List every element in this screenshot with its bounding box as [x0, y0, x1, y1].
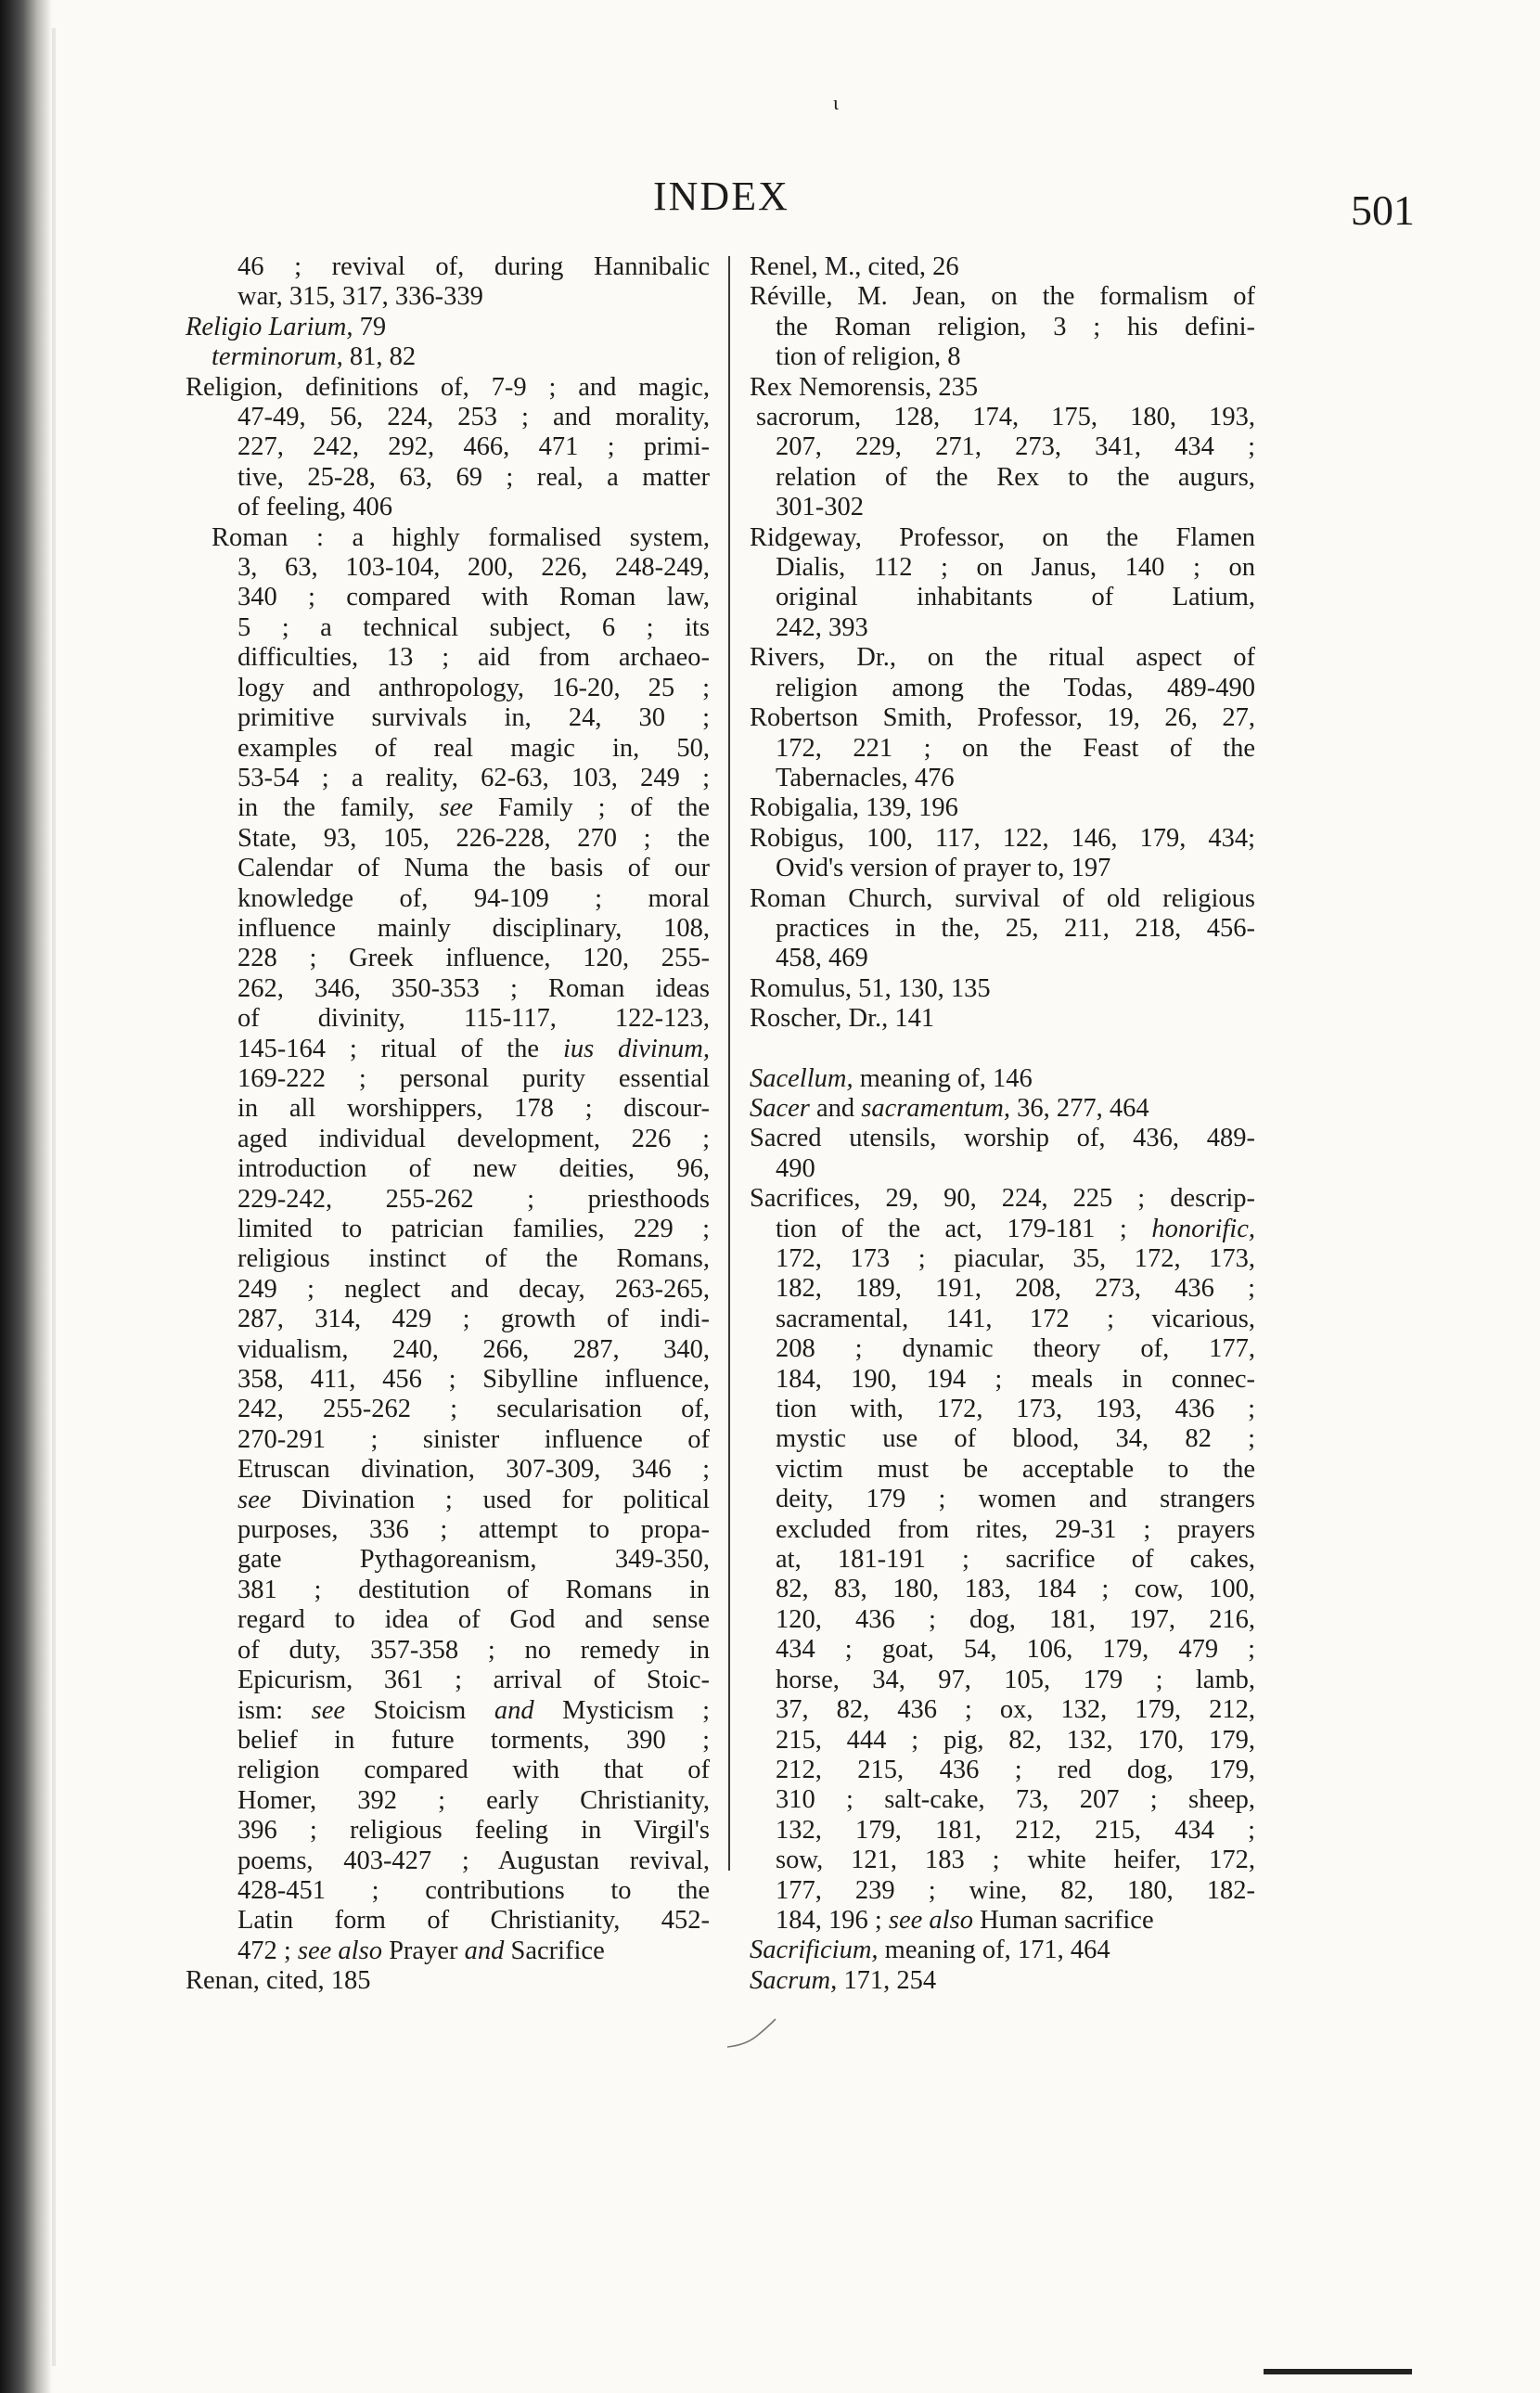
index-line [237, 764, 710, 793]
index-line [237, 793, 710, 823]
index-text: of duty, 357-358 ; no remedy in [237, 1635, 710, 1665]
index-line [237, 734, 710, 764]
index-text: 490 [776, 1153, 815, 1183]
index-text: tion of the act, 179-181 ; [776, 1214, 1152, 1243]
index-line [750, 1184, 1255, 1214]
index-text: and [809, 1093, 862, 1123]
index-text: 434 ; goat, 54, 106, 179, 479 ; [776, 1635, 1255, 1665]
running-head: INDEX [653, 174, 789, 219]
index-line [776, 432, 1255, 462]
index-text: Religion, definitions of, 7-9 ; and magic, [186, 372, 710, 402]
index-text: Ovid's version of prayer to, 197 [776, 854, 1111, 883]
index-line [776, 1305, 1255, 1334]
index-text: 212, 215, 436 ; red dog, 179, [776, 1755, 1255, 1784]
index-line [776, 1726, 1255, 1756]
index-text: limited to patrician families, 229 ; [237, 1215, 710, 1243]
index-line [237, 944, 710, 973]
index-line [237, 493, 710, 522]
index-text: see also [888, 1905, 973, 1935]
index-text: Roman Church, survival of old religious [750, 883, 1255, 913]
index-line [237, 1936, 710, 1966]
index-line [212, 523, 710, 553]
index-line [237, 403, 710, 432]
index-line [237, 613, 710, 643]
index-text: Religio Larium, [186, 312, 353, 341]
index-text: poems, 403-427 ; Augustan revival, [237, 1846, 710, 1875]
index-text: 120, 436 ; dog, 181, 197, 216, [776, 1604, 1255, 1634]
index-text: Human sacrifice [972, 1905, 1154, 1935]
index-text: 270-291 ; sinister influence of [237, 1424, 710, 1454]
index-text: ism: [237, 1695, 312, 1725]
index-text: in the family, [237, 793, 440, 823]
index-text: Epicurism, 361 ; arrival of Stoic- [237, 1666, 710, 1695]
index-line [776, 583, 1255, 612]
index-line [237, 1395, 710, 1424]
index-text: Prayer [381, 1936, 465, 1965]
index-line [776, 1575, 1255, 1604]
index-text: 229-242, 255-262 ; priesthoods [237, 1184, 710, 1214]
index-line [776, 553, 1255, 583]
index-line [237, 1636, 710, 1666]
index-line [237, 1696, 710, 1726]
index-line [776, 1545, 1255, 1575]
index-text: 3, 63, 103-104, 200, 226, 248-249, [237, 553, 710, 583]
index-line [237, 1545, 710, 1575]
page-number: 501 [1351, 187, 1415, 234]
index-text: primitive survivals in, 24, 30 ; [237, 703, 710, 733]
index-line [212, 342, 710, 372]
index-line [237, 1094, 710, 1124]
index-text: see [439, 793, 473, 823]
index-text: and [464, 1936, 505, 1965]
index-line [237, 553, 710, 583]
index-text: at, 181-191 ; sacrifice of cakes, [776, 1545, 1255, 1575]
index-line [776, 914, 1255, 944]
index-text: Tabernacles, 476 [776, 763, 955, 792]
index-text: 37, 82, 436 ; ox, 132, 179, 212, [776, 1695, 1255, 1725]
index-line [776, 1154, 1255, 1184]
index-text: Rex Nemorensis, 235 [750, 372, 979, 402]
index-text: Calendar of Numa the basis of our [237, 854, 710, 883]
index-text: 287, 314, 429 ; growth of indi- [237, 1305, 710, 1334]
index-text: meaning of, 146 [853, 1063, 1033, 1093]
index-text: 171, 254 [837, 1965, 937, 1995]
index-line [756, 403, 1255, 432]
index-line [237, 1064, 710, 1094]
index-text: 36, 277, 464 [1010, 1093, 1149, 1123]
index-text: Réville, M. Jean, on the formalism of [750, 282, 1255, 312]
index-text: Romulus, 51, 130, 135 [750, 973, 991, 1003]
index-line [237, 1244, 710, 1274]
index-line [776, 1334, 1255, 1364]
index-text: sacrorum, 128, 174, 175, 180, 193, [756, 403, 1255, 432]
index-text: purposes, 336 ; attempt to propa- [237, 1515, 710, 1545]
index-text: 340 ; compared with Roman law, [237, 583, 710, 612]
index-line [776, 613, 1255, 643]
index-line [776, 493, 1255, 522]
index-text: gate Pythagoreanism, 349-350, [237, 1545, 710, 1575]
index-line [237, 1576, 710, 1605]
index-text: 172, 173 ; piacular, 35, 172, 173, [776, 1244, 1255, 1273]
index-line [237, 1726, 710, 1756]
index-text: Sacer [750, 1093, 810, 1123]
index-text: 472 ; [237, 1936, 298, 1965]
index-text: 242, 393 [776, 612, 868, 642]
index-line [237, 1125, 710, 1154]
index-line [750, 252, 1255, 282]
index-text: Renel, M., cited, 26 [750, 252, 959, 281]
index-line [237, 1365, 710, 1395]
index-text: examples of real magic in, 50, [237, 733, 710, 763]
index-text: 458, 469 [776, 944, 868, 973]
index-line [776, 674, 1255, 703]
header-mark: ι [833, 91, 839, 114]
index-text: tive, 25-28, 63, 69 ; real, a matter [237, 462, 710, 492]
index-text: Robigus, 100, 117, 122, 146, 179, 434; [750, 823, 1255, 853]
index-line [237, 1666, 710, 1695]
index-text: 53-54 ; a reality, 62-63, 103, 249 ; [237, 763, 710, 792]
index-text: belief in future torments, 390 ; [237, 1725, 710, 1755]
index-text: horse, 34, 97, 105, 179 ; lamb, [776, 1665, 1255, 1694]
index-text: 5 ; a technical subject, 6 ; its [237, 612, 710, 642]
index-line [237, 1455, 710, 1485]
index-text: difficulties, 13 ; aid from archaeo- [237, 643, 710, 673]
index-line [237, 854, 710, 883]
index-line [776, 1395, 1255, 1424]
index-line [237, 824, 710, 854]
index-line [750, 1124, 1255, 1153]
index-text: practices in the, 25, 211, 218, 456- [776, 913, 1255, 943]
index-text: Family ; of the [472, 793, 711, 823]
index-text: Roman : a highly formalised system, [212, 522, 710, 552]
index-text: Divination ; used for political [271, 1485, 710, 1514]
index-line [237, 1004, 710, 1034]
index-line [776, 1605, 1255, 1635]
index-text: excluded from rites, 29-31 ; prayers [776, 1514, 1255, 1544]
index-text: in all worshippers, 178 ; discour- [237, 1094, 710, 1124]
index-line [237, 1154, 710, 1184]
index-line [237, 1605, 710, 1635]
index-text: war, 315, 317, 336-339 [237, 282, 483, 312]
index-line [776, 1666, 1255, 1695]
index-line [776, 1876, 1255, 1906]
index-text: 310 ; salt-cake, 73, 207 ; sheep, [776, 1785, 1255, 1815]
index-text: 82, 83, 180, 183, 184 ; cow, 100, [776, 1575, 1255, 1604]
index-line [237, 914, 710, 944]
index-text: 81, 82 [342, 342, 417, 372]
index-line [237, 1876, 710, 1906]
index-text: religion compared with that of [237, 1756, 710, 1785]
index-text: 262, 346, 350-353 ; Roman ideas [237, 973, 710, 1003]
index-text: Sacrum, [750, 1965, 838, 1995]
index-line [237, 974, 710, 1004]
index-line [776, 1906, 1255, 1936]
index-line [237, 884, 710, 914]
index-line [237, 1486, 710, 1515]
book-binding-edge [0, 0, 52, 2393]
index-text: victim must be acceptable to the [776, 1454, 1255, 1484]
index-line [237, 282, 710, 312]
index-text: Renan, cited, 185 [186, 1966, 371, 1996]
index-text: 301-302 [776, 493, 864, 522]
index-text: influence mainly disciplinary, 108, [237, 913, 710, 943]
index-text: religion among the Todas, 489-490 [776, 673, 1255, 702]
index-line [237, 1425, 710, 1455]
index-line [750, 884, 1255, 914]
index-text: and [494, 1695, 534, 1725]
index-line [237, 1035, 710, 1064]
index-line [237, 703, 710, 733]
index-text: 47-49, 56, 224, 253 ; and morality, [237, 403, 710, 432]
index-line [750, 974, 1255, 1004]
index-text: Stoicism [345, 1695, 494, 1725]
index-text: 145-164 ; ritual of the [237, 1034, 563, 1063]
index-text: deity, 179 ; women and strangers [776, 1485, 1255, 1514]
index-line [237, 252, 710, 282]
index-text: Mysticism ; [533, 1695, 710, 1725]
index-line [750, 523, 1255, 553]
index-line [186, 313, 710, 342]
index-line [776, 1846, 1255, 1875]
index-text: State, 93, 105, 226-228, 270 ; the [237, 823, 710, 853]
pencil-mark [725, 2015, 781, 2052]
index-text: 177, 239 ; wine, 82, 180, 182- [776, 1875, 1255, 1905]
index-line [776, 764, 1255, 793]
index-line [237, 1756, 710, 1785]
index-text: 381 ; destitution of Romans in [237, 1575, 710, 1604]
index-text: 249 ; neglect and decay, 263-265, [237, 1274, 710, 1304]
index-text: logy and anthropology, 16-20, 25 ; [237, 673, 710, 702]
index-text: vidualism, 240, 266, 287, 340, [237, 1334, 710, 1364]
index-line [776, 1695, 1255, 1725]
index-text: Ridgeway, Professor, on the Flamen [750, 522, 1255, 552]
index-line [776, 734, 1255, 764]
index-text: Etruscan divination, 307-309, 346 ; [237, 1455, 710, 1485]
index-line [237, 432, 710, 462]
index-text: 242, 255-262 ; secularisation of, [237, 1395, 710, 1424]
index-text: 169-222 ; personal purity essential [237, 1063, 710, 1093]
index-line [237, 1215, 710, 1244]
index-text: 396 ; religious feeling in Virgil's [237, 1816, 710, 1846]
index-text: tion with, 172, 173, 193, 436 ; [776, 1395, 1255, 1424]
index-line [776, 1485, 1255, 1514]
index-line [237, 674, 710, 703]
index-text: 208 ; dynamic theory of, 177, [776, 1334, 1255, 1364]
index-text: Homer, 392 ; early Christianity, [237, 1785, 710, 1815]
index-line [776, 1756, 1255, 1785]
index-line [776, 1274, 1255, 1304]
index-line [750, 824, 1255, 854]
index-line [750, 282, 1255, 312]
index-text: religious instinct of the Romans, [237, 1244, 710, 1274]
index-line [776, 313, 1255, 342]
index-line [776, 1785, 1255, 1815]
index-line [776, 342, 1255, 372]
index-line [237, 1846, 710, 1876]
index-line [776, 1635, 1255, 1665]
index-line [750, 1094, 1255, 1124]
index-line [237, 1906, 710, 1936]
index-line [750, 1004, 1255, 1034]
index-line [750, 1936, 1255, 1965]
index-line [237, 583, 710, 612]
index-line [776, 1515, 1255, 1545]
binding-shadow [52, 28, 56, 2366]
index-text: 132, 179, 181, 212, 215, 434 ; [776, 1815, 1255, 1845]
index-text: 228 ; Greek influence, 120, 255- [237, 944, 710, 973]
index-text: Robigalia, 139, 196 [750, 793, 958, 823]
index-text: 227, 242, 292, 466, 471 ; primi- [237, 432, 710, 462]
index-text: 172, 221 ; on the Feast of the [776, 733, 1255, 763]
index-text: Dialis, 112 ; on Janus, 140 ; on [776, 553, 1255, 583]
index-line [750, 1064, 1255, 1094]
index-line [237, 463, 710, 493]
index-text: Sacrificium, [750, 1936, 879, 1965]
index-text: 184, 196 ; [776, 1905, 889, 1935]
index-text: 182, 189, 191, 208, 273, 436 ; [776, 1274, 1255, 1304]
index-text: Latin form of Christianity, 452- [237, 1906, 710, 1936]
index-text: introduction of new deities, 96, [237, 1154, 710, 1184]
index-line [750, 643, 1255, 673]
index-text: see [311, 1695, 346, 1725]
index-text: the Roman religion, 3 ; his defini- [776, 312, 1255, 341]
index-text: aged individual development, 226 ; [237, 1124, 710, 1153]
entry-gap [750, 1035, 1255, 1064]
index-text: of divinity, 115-117, 122-123, [237, 1004, 710, 1034]
index-line [237, 1185, 710, 1215]
index-text: sacramentum, [861, 1093, 1010, 1123]
index-line [750, 703, 1255, 733]
index-line [750, 373, 1255, 403]
index-line [776, 1215, 1255, 1244]
index-text: meaning of, 171, 464 [878, 1936, 1110, 1965]
index-line [237, 1305, 710, 1334]
index-line [776, 854, 1255, 883]
index-text: see [237, 1485, 272, 1514]
index-line [750, 793, 1255, 823]
index-text: tion of religion, 8 [776, 342, 961, 372]
index-text: original inhabitants of Latium, [776, 583, 1255, 612]
index-text: mystic use of blood, 34, 82 ; [776, 1424, 1255, 1454]
index-line [237, 1275, 710, 1305]
index-text: 428-451 ; contributions to the [237, 1875, 710, 1905]
index-line [237, 1515, 710, 1545]
index-text: Robertson Smith, Professor, 19, 26, 27, [750, 703, 1255, 733]
ink-smudge [1264, 2369, 1412, 2374]
index-text: 358, 411, 456 ; Sibylline influence, [237, 1365, 710, 1395]
index-line [776, 463, 1255, 493]
index-line [237, 643, 710, 673]
index-text: honorific, [1151, 1214, 1255, 1243]
index-text: terminorum, [212, 342, 343, 372]
index-text: see also [297, 1936, 382, 1965]
index-column-left [186, 252, 710, 1997]
index-column-right [750, 252, 1255, 1996]
index-text: Sacred utensils, worship of, 436, 489- [750, 1124, 1255, 1153]
index-text: 46 ; revival of, during Hannibalic [237, 252, 710, 281]
index-text: 184, 190, 194 ; meals in connec- [776, 1364, 1255, 1394]
index-line [237, 1786, 710, 1816]
index-text: Roscher, Dr., 141 [750, 1004, 935, 1034]
index-line [237, 1816, 710, 1846]
index-line [776, 1816, 1255, 1846]
index-text: ius divinum, [562, 1034, 711, 1063]
index-line [186, 373, 710, 403]
index-text: of feeling, 406 [237, 493, 392, 522]
index-text: Sacrifices, 29, 90, 224, 225 ; descrip- [750, 1184, 1255, 1214]
index-line [776, 1365, 1255, 1395]
index-text: regard to idea of God and sense [237, 1605, 710, 1635]
index-text: relation of the Rex to the augurs, [776, 462, 1255, 492]
column-rule [728, 256, 730, 1871]
index-text: Sacrifice [504, 1936, 605, 1965]
index-line [750, 1966, 1255, 1996]
index-text: sacramental, 141, 172 ; vicarious, [776, 1304, 1255, 1333]
index-line [776, 1424, 1255, 1454]
index-text: Rivers, Dr., on the ritual aspect of [750, 643, 1255, 673]
index-line [776, 1455, 1255, 1485]
index-line [776, 1244, 1255, 1274]
index-line [776, 944, 1255, 973]
index-line [186, 1966, 710, 1996]
index-text: 79 [353, 312, 387, 341]
index-text: sow, 121, 183 ; white heifer, 172, [776, 1846, 1255, 1875]
index-text: Sacellum, [750, 1063, 853, 1093]
index-text: 207, 229, 271, 273, 341, 434 ; [776, 432, 1255, 462]
index-text: 215, 444 ; pig, 82, 132, 170, 179, [776, 1725, 1255, 1755]
index-line [237, 1335, 710, 1365]
index-text: knowledge of, 94-109 ; moral [237, 883, 710, 913]
